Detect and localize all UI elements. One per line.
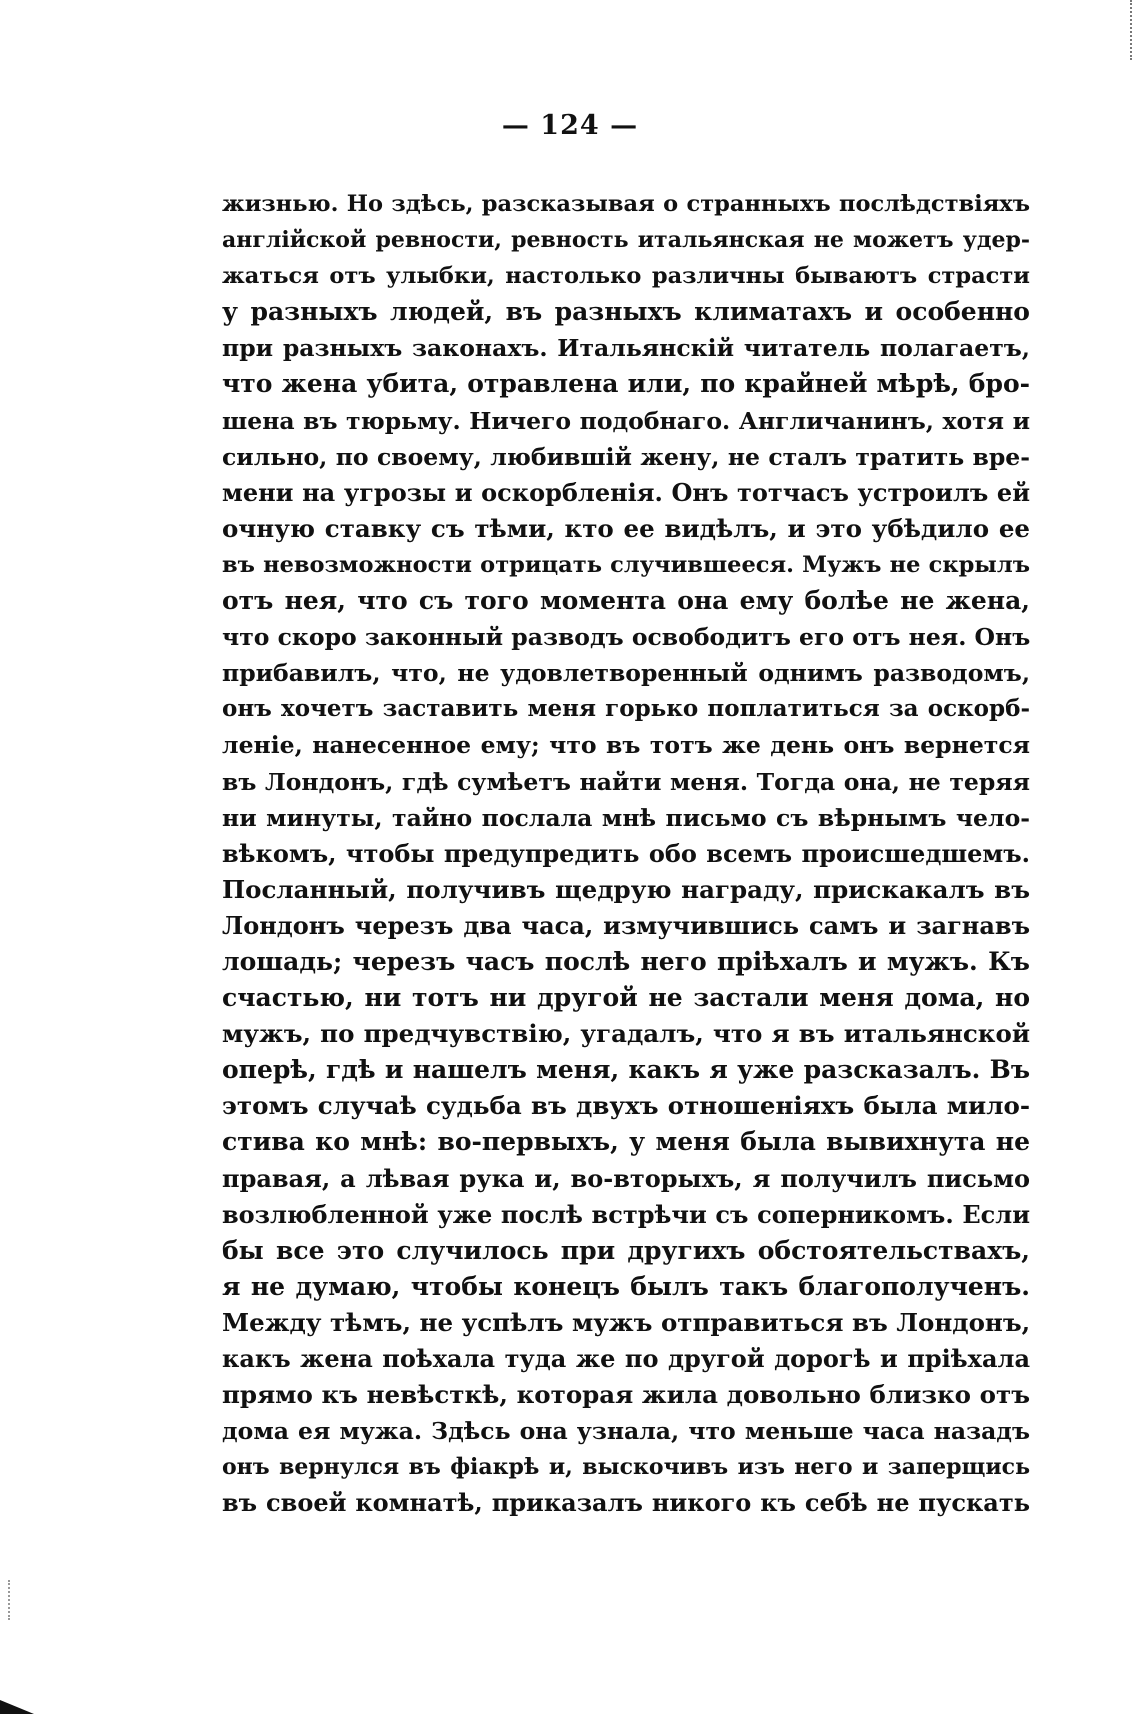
text-line: этомъ случаѣ судьба въ двухъ отношеніяхъ была мило-: [222, 1091, 1030, 1121]
text-line: леніе, нанесенное ему; что въ тотъ же день онъ вернется: [222, 731, 1030, 760]
text-line: какъ жена поѣхала туда же по другой дорогѣ и пріѣхала: [222, 1344, 1030, 1373]
scan-corner-mark: [0, 1700, 34, 1714]
text-line: Между тѣмъ, не успѣлъ мужъ отправиться въ Лондонъ,: [222, 1307, 1030, 1337]
text-line: отъ нея, что съ того момента она ему болѣе не жена,: [222, 586, 1030, 616]
scan-edge-mark-left: [8, 1580, 12, 1620]
text-line: возлюбленной уже послѣ встрѣчи съ соперникомъ. Если: [222, 1199, 1030, 1229]
text-line: бы все это случилось при другихъ обстоятельствахъ,: [222, 1235, 1030, 1265]
text-line: въ невозможности отрицать случившееся. Мужъ не скрылъ: [222, 551, 1030, 578]
text-line: онъ хочетъ заставить меня горько поплатиться за оскорб-: [222, 695, 1030, 723]
text-line: англійской ревности, ревность итальянская не можетъ удер-: [222, 227, 1030, 254]
text-line: очную ставку съ тѣми, кто ее видѣлъ, и это убѣдило ее: [222, 513, 1030, 543]
text-line: у разныхъ людей, въ разныхъ климатахъ и особенно: [222, 297, 1030, 327]
text-line: что жена убита, отравлена или, по крайней мѣрѣ, бро-: [222, 369, 1030, 399]
text-line: Лондонъ черезъ два часа, измучившись самъ и загнавъ: [222, 910, 1030, 940]
text-line: прибавилъ, что, не удовлетворенный однимъ разводомъ,: [222, 659, 1030, 688]
page-number: — 124 —: [501, 110, 639, 141]
text-line: сильно, по своему, любившій жену, не сталъ тратить вре-: [222, 442, 1030, 471]
text-line: жизнью. Но здѣсь, разсказывая о странныхъ послѣдствіяхъ: [222, 191, 1030, 217]
text-line: онъ вернулся въ фіакрѣ и, выскочивъ изъ него и заперщись: [222, 1454, 1030, 1481]
text-line: оперѣ, гдѣ и нашелъ меня, какъ я уже разсказалъ. Въ: [222, 1055, 1030, 1085]
text-line: прямо къ невѣсткѣ, которая жила довольно близко отъ: [222, 1380, 1030, 1410]
text-line: въ своей комнатѣ, приказалъ никого къ себѣ не пускать: [222, 1488, 1030, 1518]
body-text: [222, 186, 1030, 1521]
text-line: правая, а лѣвая рука и, во-вторыхъ, я получилъ письмо: [222, 1163, 1030, 1193]
text-line: ни минуты, тайно послала мнѣ письмо съ вѣрнымъ чело-: [222, 803, 1030, 832]
text-line: лошадь; черезъ часъ послѣ него пріѣхалъ и мужъ. Къ: [222, 946, 1030, 976]
text-line: стива ко мнѣ: во-первыхъ, у меня была вывихнута не: [222, 1127, 1030, 1157]
text-line: я не думаю, чтобы конецъ былъ такъ благополученъ.: [222, 1271, 1030, 1301]
text-line: что скоро законный разводъ освободитъ его отъ нея. Онъ: [222, 623, 1030, 652]
text-line: при разныхъ законахъ. Итальянскій читатель полагаетъ,: [222, 334, 1030, 363]
text-line: Посланный, получивъ щедрую награду, прискакалъ въ: [222, 874, 1030, 904]
scan-edge-mark: [1128, 0, 1132, 60]
text-line: мени на угрозы и оскорбленія. Онъ тотчасъ устроилъ ей: [222, 477, 1030, 507]
text-line: счастью, ни тотъ ни другой не застали меня дома, но: [222, 983, 1030, 1013]
text-line: мужъ, по предчувствію, угадалъ, что я въ итальянской: [222, 1019, 1030, 1049]
text-line: дома ея мужа. Здѣсь она узнала, что меньше часа назадъ: [222, 1417, 1030, 1446]
text-line: въ Лондонъ, гдѣ сумѣетъ найти меня. Тогда она, не теряя: [222, 767, 1030, 796]
text-line: жаться отъ улыбки, настолько различны бываютъ страсти: [222, 263, 1030, 290]
text-line: шена въ тюрьму. Ничего подобнаго. Англичанинъ, хотя и: [222, 406, 1030, 435]
text-line: вѣкомъ, чтобы предупредить обо всемъ происшедшемъ.: [222, 838, 1030, 868]
